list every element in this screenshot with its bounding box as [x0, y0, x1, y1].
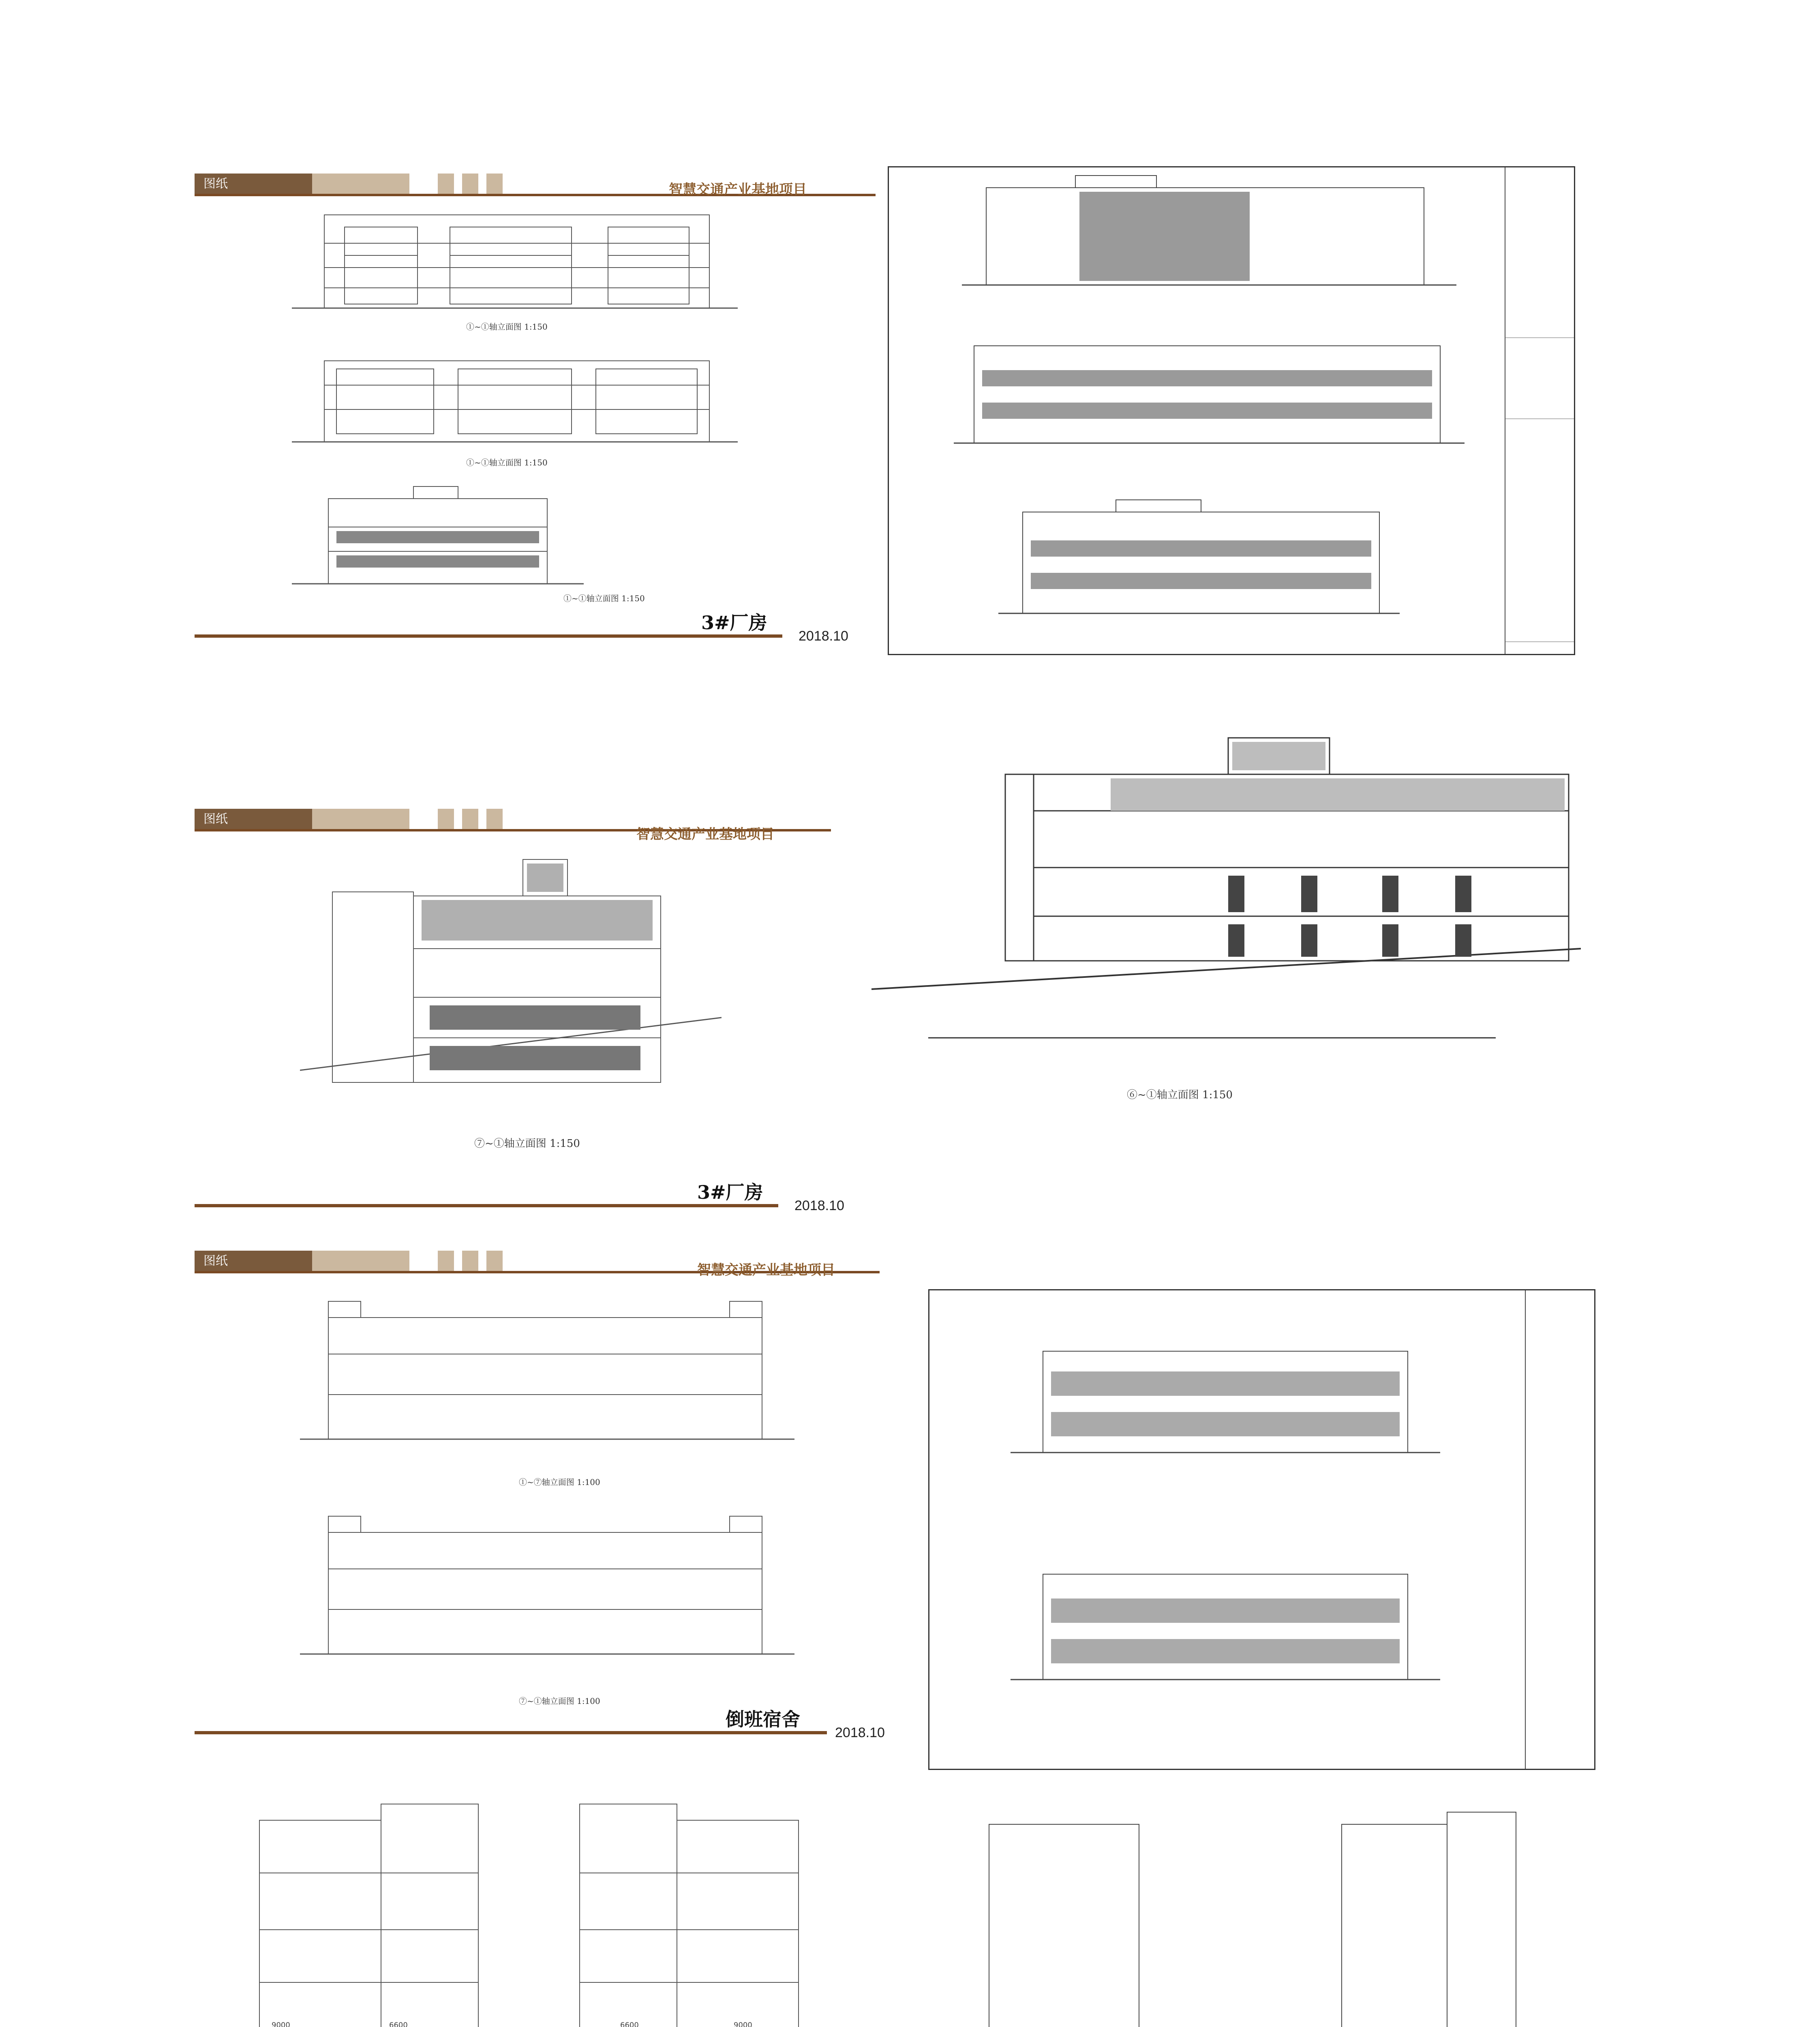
elevation-drawing [539, 1796, 847, 2027]
footer-rule [195, 1731, 827, 1734]
elevation-drawing [300, 843, 722, 1086]
header-band-block [486, 1251, 503, 1272]
view-caption: ①~①轴立面图 1:150 [466, 458, 548, 467]
dimension-label: 6600 [389, 2021, 408, 2027]
elevation-drawing [284, 1508, 811, 1678]
header-band-block [438, 809, 454, 830]
elevation-drawing [284, 1293, 811, 1463]
elevation-drawing [292, 203, 738, 316]
header-band-block [462, 174, 478, 195]
elevation-drawing [292, 482, 584, 596]
drawing-tab: 图纸 [203, 812, 228, 826]
header-band-light [312, 174, 409, 195]
factory-elevation-4 [300, 843, 722, 1086]
panel-date: 2018.10 [799, 628, 848, 644]
project-title: 智慧交通产业基地项目 [697, 1262, 835, 1278]
header-band-block [462, 1251, 478, 1272]
dorm-gable-2 [539, 1796, 847, 2027]
cad-sheet-2 [928, 1289, 1595, 1770]
cad-sheet-1-drawing [889, 167, 1574, 654]
footer-rule [195, 634, 782, 638]
view-caption: ①~①轴立面图 1:150 [563, 594, 645, 603]
drawing-tab: 图纸 [203, 177, 228, 191]
footer-rule [195, 1204, 778, 1207]
dorm-elevation-2 [284, 1508, 811, 1678]
cad-sheet-2-drawing [929, 1290, 1594, 1769]
header-band-light [312, 809, 409, 830]
dimension-label: 6600 [620, 2021, 639, 2027]
view-caption: ①~①轴立面图 1:150 [466, 322, 548, 332]
header-band-block [486, 174, 503, 195]
dimension-label: 9000 [272, 2021, 290, 2027]
header-band-block [438, 174, 454, 195]
dorm-gable-1 [195, 1796, 503, 2027]
elevation-drawing [195, 1796, 503, 2027]
header-band-block [438, 1251, 454, 1272]
header-band-light [312, 1251, 409, 1272]
project-title: 智慧交通产业基地项目 [669, 182, 807, 198]
elevation-drawing [928, 1800, 1577, 2027]
project-title: 智慧交通产业基地项目 [636, 826, 774, 842]
view-caption: ⑥~①轴立面图 1:150 [1127, 1089, 1233, 1101]
factory-elevation-3 [292, 482, 584, 596]
panel-date: 2018.10 [835, 1725, 885, 1740]
header-band-block [486, 809, 503, 830]
building-title: 倒班宿舍 [726, 1708, 800, 1730]
header-band-block [462, 809, 478, 830]
enlarged-elevation [855, 730, 1581, 1058]
view-caption: ⑦~①轴立面图 1:150 [474, 1138, 580, 1150]
elevation-drawing [292, 349, 738, 454]
view-caption: ⑦~①轴立面图 1:100 [519, 1696, 600, 1706]
building-title: 3#厂房 [701, 612, 767, 634]
building-title: 3#厂房 [697, 1181, 763, 1203]
drawing-tab: 图纸 [203, 1254, 228, 1268]
view-caption: ①~⑦轴立面图 1:100 [519, 1477, 600, 1487]
factory-elevation-1 [292, 203, 738, 316]
factory-elevation-2 [292, 349, 738, 454]
enlarged-elevation-drawing [855, 730, 1581, 1058]
panel-date: 2018.10 [794, 1198, 844, 1213]
dimension-label: 9000 [734, 2021, 752, 2027]
dorm-elevation-1 [284, 1293, 811, 1463]
dorm-gable-cad [928, 1800, 1577, 2027]
cad-sheet-1 [888, 166, 1575, 655]
